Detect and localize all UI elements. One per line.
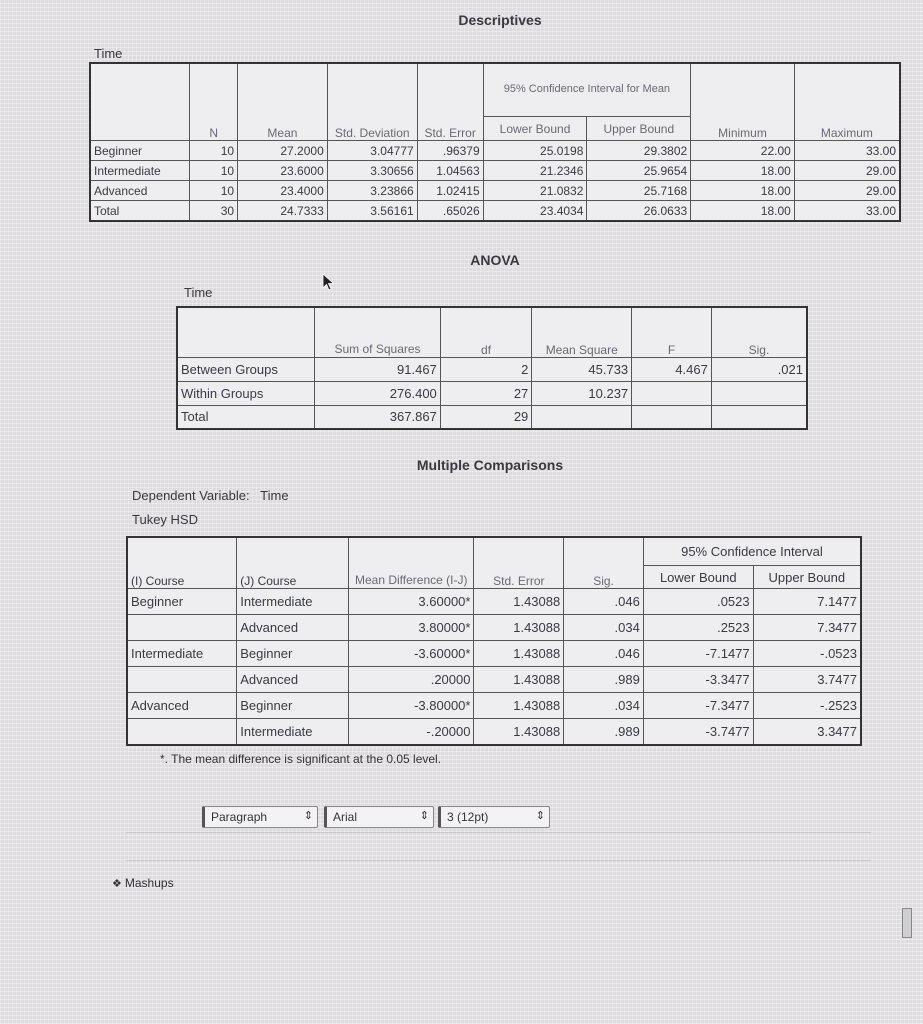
font-size-select[interactable] bbox=[438, 806, 550, 828]
table-row: Between Groups 91.467 2 45.733 4.467 .021 bbox=[177, 357, 807, 381]
col-sig: Sig. bbox=[564, 537, 644, 589]
col-lower-bound: Lower Bound bbox=[643, 565, 753, 589]
dependent-variable-label: Dependent Variable: Time bbox=[132, 488, 289, 503]
scrollbar-thumb[interactable] bbox=[902, 908, 912, 938]
updown-arrows-icon: ⇕ bbox=[535, 810, 545, 822]
col-df: df bbox=[440, 307, 532, 357]
significance-footnote: *. The mean difference is significant at the 0.05 level. bbox=[160, 752, 442, 766]
font-family-select[interactable] bbox=[324, 806, 434, 828]
paragraph-format-value: Paragraph bbox=[211, 810, 268, 824]
table-row: Total 30 24.7333 3.56161 .65026 23.4034 26.0633 18.00 33.00 bbox=[90, 201, 900, 221]
col-min: Minimum bbox=[691, 63, 795, 141]
col-sum-of-squares: Sum of Squares bbox=[315, 307, 441, 357]
font-size-value: 3 (12pt) bbox=[447, 810, 489, 824]
method-label: Tukey HSD bbox=[132, 512, 198, 527]
col-std-err: Std. Error bbox=[417, 63, 483, 141]
ci-header: 95% Confidence Interval bbox=[643, 537, 861, 565]
table-row: Intermediate -.20000 1.43088 .989 -3.7477 3.3477 bbox=[127, 719, 861, 745]
puzzle-icon: ❖ bbox=[112, 877, 122, 890]
descriptives-row-var: Time bbox=[94, 46, 123, 61]
col-sig: Sig. bbox=[711, 307, 807, 357]
mashups-label: Mashups bbox=[124, 876, 174, 890]
table-row: Total 367.867 29 bbox=[177, 405, 807, 429]
col-max: Maximum bbox=[794, 63, 900, 141]
table-row: Intermediate Beginner -3.60000* 1.43088 .046 -7.1477 -.0523 bbox=[127, 641, 861, 667]
table-row: Advanced 10 23.4000 3.23866 1.02415 21.0832 25.7168 18.00 29.00 bbox=[90, 181, 900, 201]
col-mean: Mean bbox=[238, 63, 328, 141]
updown-arrows-icon: ⇕ bbox=[419, 810, 429, 822]
updown-arrows-icon: ⇕ bbox=[303, 810, 313, 822]
table-row: Advanced .20000 1.43088 .989 -3.3477 3.7477 bbox=[127, 667, 861, 693]
col-upper-bound: Upper Bound bbox=[587, 116, 691, 140]
col-mean-difference: Mean Difference (I-J) bbox=[348, 537, 474, 589]
table-row: Beginner 10 27.2000 3.04777 .96379 25.0198 29.3802 22.00 33.00 bbox=[90, 141, 900, 161]
anova-title: ANOVA bbox=[470, 252, 520, 268]
table-row: Advanced 3.80000* 1.43088 .034 .2523 7.3477 bbox=[127, 615, 861, 641]
table-row: Beginner Intermediate 3.60000* 1.43088 .046 .0523 7.1477 bbox=[127, 589, 861, 615]
col-j-course: (J) Course bbox=[237, 537, 349, 589]
col-std-dev: Std. Deviation bbox=[327, 63, 417, 141]
col-lower-bound: Lower Bound bbox=[483, 116, 587, 140]
mouse-pointer-icon bbox=[322, 273, 336, 291]
anova-table bbox=[176, 306, 808, 430]
col-i-course: (I) Course bbox=[127, 537, 237, 589]
table-row: Advanced Beginner -3.80000* 1.43088 .034 -7.3477 -.2523 bbox=[127, 693, 861, 719]
table-row: Within Groups 276.400 27 10.237 bbox=[177, 381, 807, 405]
table-row: Intermediate 10 23.6000 3.30656 1.04563 21.2346 25.9654 18.00 29.00 bbox=[90, 161, 900, 181]
col-mean-square: Mean Square bbox=[532, 307, 632, 357]
col-n: N bbox=[190, 63, 238, 141]
multiple-comparisons-table bbox=[126, 536, 862, 746]
multiple-comparisons-title: Multiple Comparisons bbox=[416, 457, 564, 473]
mashups-button[interactable] bbox=[112, 876, 174, 890]
descriptives-title: Descriptives bbox=[458, 12, 542, 28]
anova-row-var: Time bbox=[184, 285, 213, 300]
editor-toolbar bbox=[126, 804, 871, 864]
descriptives-table bbox=[89, 62, 901, 222]
col-f: F bbox=[632, 307, 712, 357]
paragraph-format-select[interactable] bbox=[202, 806, 318, 828]
col-upper-bound: Upper Bound bbox=[753, 565, 861, 589]
col-std-error: Std. Error bbox=[474, 537, 564, 589]
ci-header: 95% Confidence Interval for Mean bbox=[483, 63, 691, 116]
font-family-value: Arial bbox=[333, 810, 358, 824]
